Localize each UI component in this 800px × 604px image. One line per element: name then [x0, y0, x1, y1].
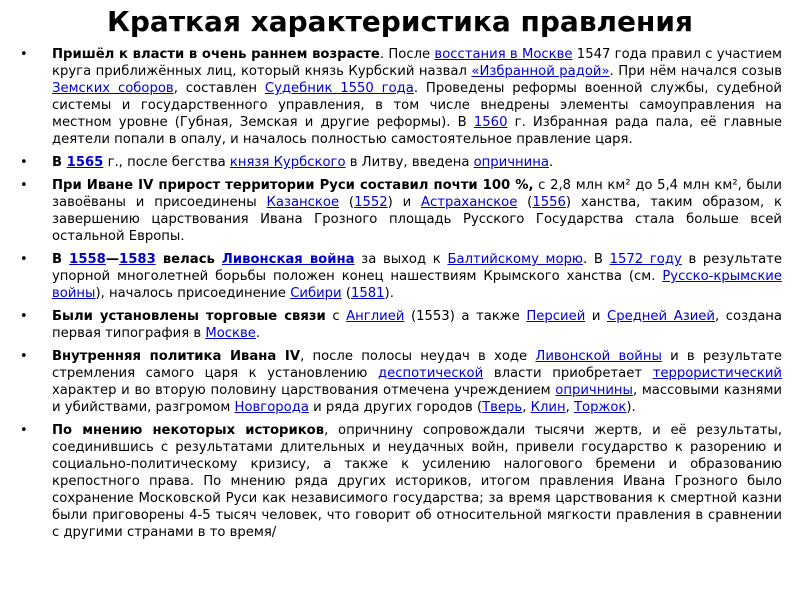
bullet-icon: •: [20, 47, 28, 62]
bullet-icon: •: [20, 309, 28, 324]
link-moscow[interactable]: Москве: [205, 326, 256, 341]
list-item: • Пришёл к власти в очень раннем возрасте. После восстания в Москве 1547 года правил с участием круга приближённых лиц, который князь Курбский назвал «Избранной радой». При нём начался созыв Земских соборов, составлен Судебник 1550 года. Проведены реформы военной службы, судебной системы и государственного управления, в том числе внедрены элементы самоуправления на местном уровне (Губная, Земская и другие реформы). В 1560 г. Избранная рада пала, её главные деятели попали в опалу, и началось полностью самостоятельное правление царя.: [20, 47, 783, 147]
bullet-icon: •: [20, 349, 28, 364]
link-1581[interactable]: 1581: [350, 286, 385, 301]
link-torzhok[interactable]: Торжок: [573, 400, 627, 415]
link-kazan[interactable]: Казанское: [266, 195, 340, 210]
page-title: Краткая характеристика правления: [107, 5, 693, 38]
link-zemsky-sobor[interactable]: Земских соборов: [52, 81, 174, 96]
link-1552[interactable]: 1552: [354, 195, 388, 210]
link-1560[interactable]: 1560: [473, 115, 508, 130]
link-oprichnina[interactable]: опричнина: [473, 155, 549, 170]
link-chosen-council[interactable]: «Избранной радой»: [471, 64, 610, 79]
bullet-icon: •: [20, 178, 28, 193]
link-novgorod[interactable]: Новгорода: [234, 400, 309, 415]
link-prince-kurbsky[interactable]: князя Курбского: [229, 155, 346, 170]
list-item: • В 1558—1583 велась Ливонская война за выход к Балтийскому морю. В 1572 году в результате упорной многолетней борьбы положен конец нашествиям Крымского ханства (см. Русско-крымские войны), началось присоединение Сибири (1581).: [20, 252, 782, 301]
link-sudebnik-1550[interactable]: Судебник 1550 года: [264, 81, 414, 96]
link-oprichnina-2[interactable]: опричнины: [555, 383, 633, 398]
bullet-list: [0, 46, 800, 541]
link-siberia[interactable]: Сибири: [290, 286, 342, 301]
link-livonian-war[interactable]: Ливонская война: [221, 252, 355, 267]
list-item: • В 1565 г., после бегства князя Курбского в Литву, введена опричнина.: [20, 155, 554, 170]
bullet-icon: •: [20, 155, 28, 170]
link-moscow-uprising[interactable]: восстания в Москве: [434, 47, 573, 62]
link-klin[interactable]: Клин: [530, 400, 566, 415]
bullet-icon: •: [20, 252, 28, 267]
link-persia[interactable]: Персией: [526, 309, 586, 324]
list-item: • При Иване IV прирост территории Руси составил почти 100 %, с 2,8 млн км² до 5,4 млн км², были завоёваны и присоединены Казанское (1552) и Астраханское (1556) ханства, таким образом, к завершению царствования Ивана Грозного площадь Русского Государства стала больше всей остальной Европы.: [20, 178, 783, 244]
list-item: • По мнению некоторых историков, опричнину сопровождали тысячи жертв, и её результаты, соединившись с результатами длительных и неудачных войн, привели государство к разорению и социально-политическому кризису, а также к усилению налогового бремени и образованию крепостного права. По мнению ряда других историков, итогом правления Ивана Грозного было сохранение Московской Руси как независимого государства; за время царствования к смертной казни были приговорены 4-5 тысяч человек, что говорит об относительной мягкости правления в сравнении с другими странами в то время/: [20, 423, 782, 540]
link-terrorist[interactable]: террористический: [652, 366, 782, 381]
link-1583[interactable]: 1583: [119, 252, 156, 267]
link-russo-crimean-wars[interactable]: Русско-крымские войны: [52, 269, 782, 301]
link-baltic-sea[interactable]: Балтийскому морю: [447, 252, 584, 267]
link-tver[interactable]: Тверь: [482, 400, 523, 415]
link-1558[interactable]: 1558: [69, 252, 106, 267]
link-astrakhan[interactable]: Астраханское: [421, 195, 518, 210]
link-despotic[interactable]: деспотической: [378, 366, 484, 381]
link-england[interactable]: Англией: [346, 309, 405, 324]
link-1572[interactable]: 1572 году: [609, 252, 682, 267]
list-item: • Внутренняя политика Ивана IV, после полосы неудач в ходе Ливонской войны и в результате стремления самого царя к установлению деспотической власти приобретает террористический характер и во вторую половину царствования отмечена учреждением опричнины, массовыми казнями и убийствами, разгромом Новгорода и ряда других городов (Тверь, Клин, Торжок).: [20, 349, 782, 415]
link-livonian-war-2[interactable]: Ливонской войны: [535, 349, 662, 364]
link-central-asia[interactable]: Средней Азией: [607, 309, 715, 324]
list-item: • Были установлены торговые связи с Англией (1553) а также Персией и Средней Азией, создана первая типография в Москве.: [20, 309, 782, 341]
link-1565[interactable]: 1565: [66, 155, 104, 170]
link-1556[interactable]: 1556: [532, 195, 566, 210]
bullet-icon: •: [20, 423, 28, 438]
